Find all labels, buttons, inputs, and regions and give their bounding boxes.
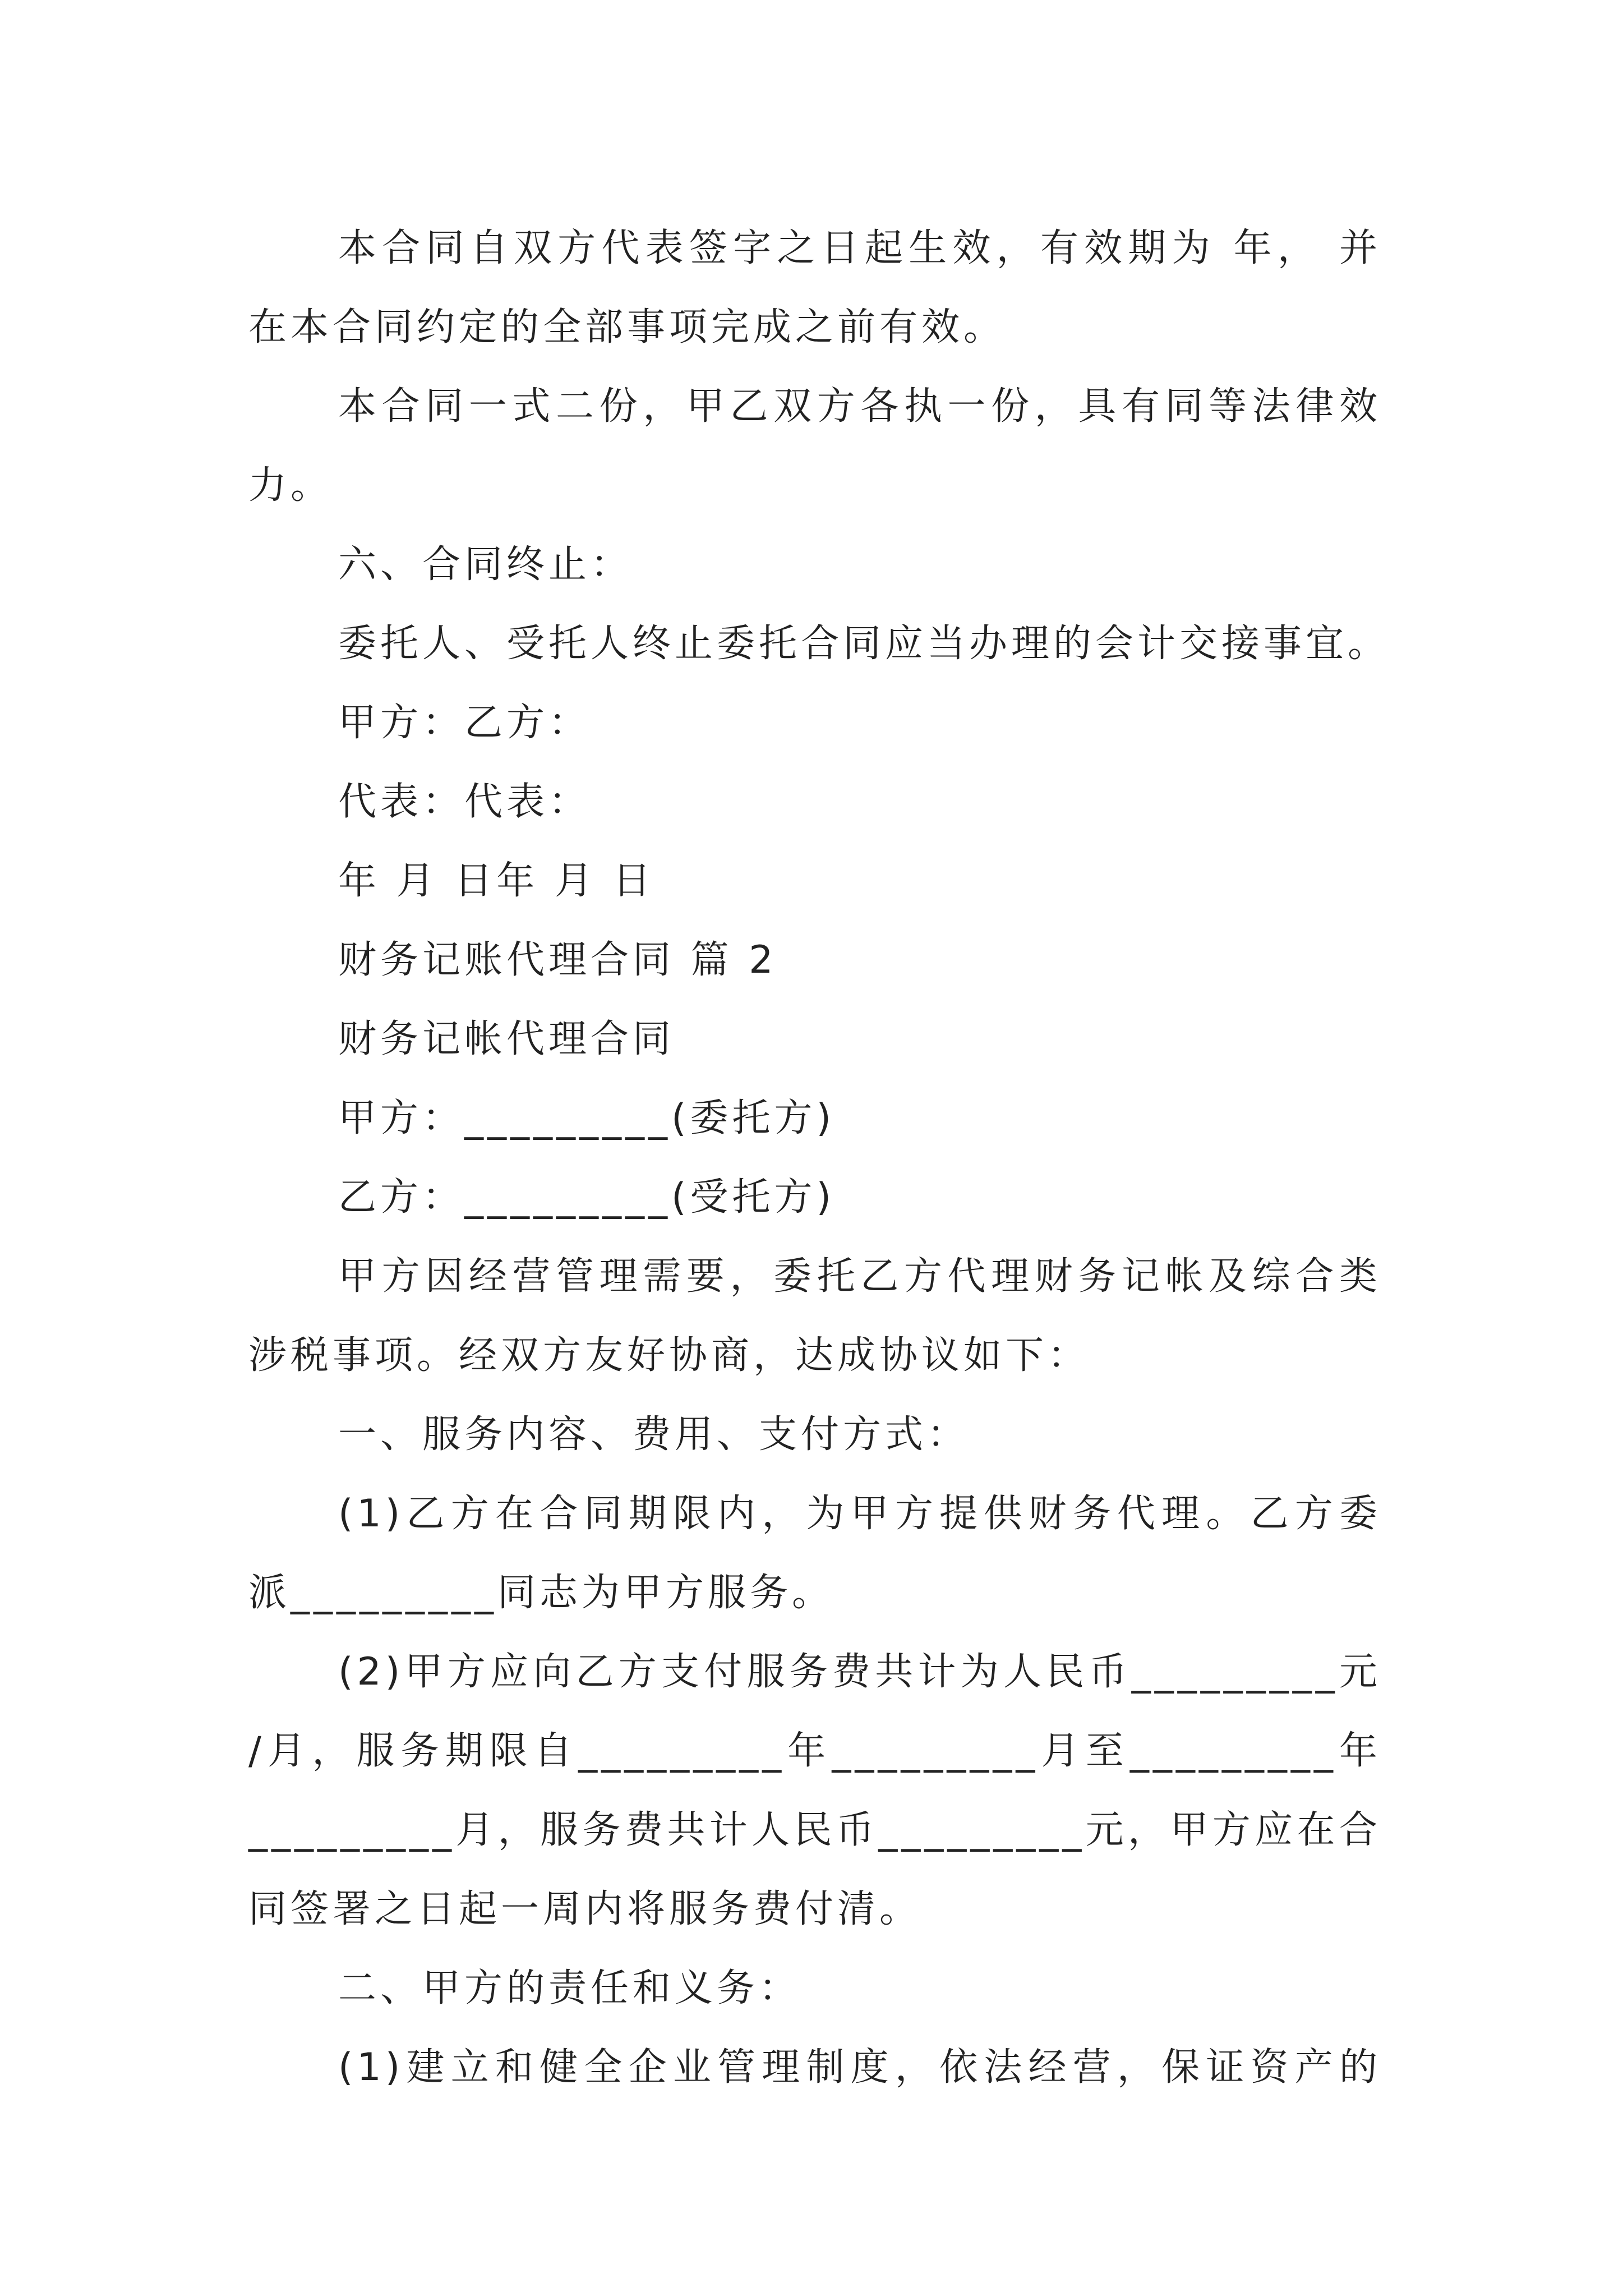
text-line: 二、甲方的责任和义务：	[338, 1966, 801, 2010]
text-line: 甲方因经营管理需要，委托乙方代理财务记帐及综合类	[338, 1254, 1381, 1299]
text-line: 年 月 日年 月 日	[338, 859, 655, 903]
text-line: 派_________同志为甲方服务。	[248, 1571, 834, 1615]
text-line: 涉税事项。经双方友好协商，达成协议如下：	[248, 1333, 1090, 1378]
text-line: 同签署之日起一周内将服务费付清。	[248, 1887, 922, 1931]
text-line: 甲方：乙方：	[338, 701, 591, 745]
text-line: 一、服务内容、费用、支付方式：	[338, 1412, 970, 1457]
text-line: 代表：代表：	[338, 780, 591, 824]
text-line: /月，服务期限自_________年_________月至_________年	[248, 1729, 1381, 1773]
text-line: 六、合同终止：	[338, 542, 633, 587]
text-line: 力。	[248, 463, 333, 508]
text-line: 财务记帐代理合同	[338, 1017, 675, 1061]
text-line: (2)甲方应向乙方支付服务费共计为人民币_________元	[338, 1650, 1381, 1694]
text-line: 本合同自双方代表签字之日起生效，有效期为 年， 并	[338, 226, 1381, 270]
text-line: 本合同一式二份，甲乙双方各执一份，具有同等法律效	[338, 384, 1381, 429]
text-line: 甲方：_________(委托方)	[338, 1096, 836, 1140]
text-line: 财务记账代理合同 篇 2	[338, 938, 777, 982]
text-line: 在本合同约定的全部事项完成之前有效。	[248, 305, 1006, 349]
text-line: (1)建立和健全企业管理制度，依法经营，保证资产的	[338, 2045, 1381, 2090]
text-line: 乙方：_________(受托方)	[338, 1175, 836, 1220]
text-line: (1)乙方在合同期限内，为甲方提供财务代理。乙方委	[338, 1492, 1381, 1536]
text-line: _________月，服务费共计人民币_________元，甲方应在合	[248, 1808, 1381, 1852]
document-body	[248, 209, 1390, 2107]
text-line: 委托人、受托人终止委托合同应当办理的会计交接事宜。	[338, 622, 1390, 666]
